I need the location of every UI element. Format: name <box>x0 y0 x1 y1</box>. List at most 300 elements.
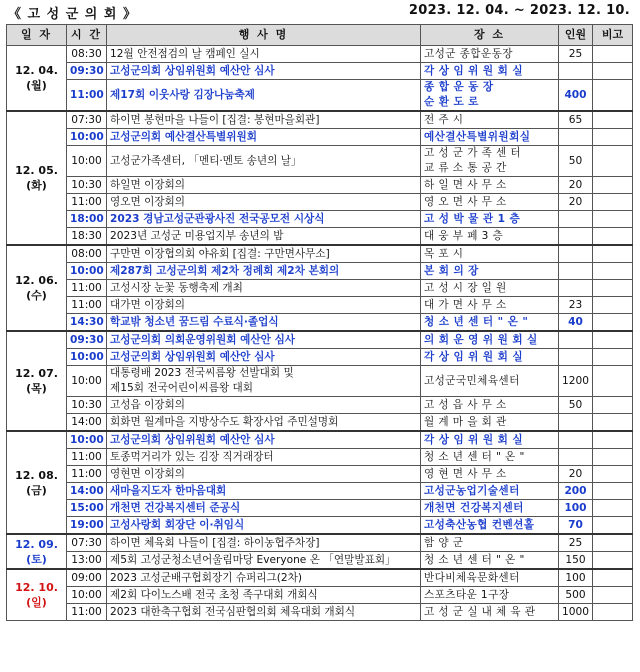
event-people-text: 200 <box>564 485 587 497</box>
schedule-row <box>7 349 633 366</box>
day-weekday: (목) <box>26 382 47 395</box>
schedule-row <box>7 397 633 414</box>
event-time <box>67 146 107 177</box>
schedule-row <box>7 80 633 112</box>
event-people-text: 50 <box>568 399 583 411</box>
event-title <box>107 552 421 570</box>
event-note <box>593 483 633 500</box>
event-place <box>421 280 559 297</box>
event-note <box>593 194 633 211</box>
event-time-text: 08:30 <box>71 48 102 60</box>
event-title <box>107 194 421 211</box>
schedule-row <box>7 46 633 63</box>
event-place <box>421 449 559 466</box>
event-place-text-2: 순 환 도 로 <box>424 96 479 108</box>
event-title-text: 12월 안전점검의 날 캠페인 실시 <box>110 48 260 60</box>
event-people <box>559 431 593 449</box>
event-people <box>559 297 593 314</box>
event-people-text: 23 <box>568 299 583 311</box>
col-people: 인원 <box>559 25 593 46</box>
event-time-text: 13:00 <box>71 554 102 566</box>
event-people <box>559 366 593 397</box>
event-place <box>421 297 559 314</box>
event-title <box>107 111 421 129</box>
schedule-row <box>7 146 633 177</box>
event-place <box>421 331 559 349</box>
event-place <box>421 177 559 194</box>
event-title <box>107 431 421 449</box>
event-note <box>593 604 633 621</box>
schedule-row <box>7 177 633 194</box>
event-title-text: 제287회 고성군의회 제2차 정례회 제2차 본회의 <box>110 265 340 277</box>
col-time: 시 간 <box>67 25 107 46</box>
event-people <box>559 63 593 80</box>
event-place <box>421 46 559 63</box>
event-time-text: 10:30 <box>71 179 102 191</box>
event-title-text: 영오면 이장회의 <box>110 196 186 208</box>
event-title <box>107 517 421 535</box>
schedule-body <box>7 46 633 621</box>
day-cell <box>7 534 67 569</box>
event-time <box>67 349 107 366</box>
event-note <box>593 500 633 517</box>
event-place-text: 고 성 박 물 관 1 층 <box>424 213 521 225</box>
day-date: 12. 07. <box>15 367 58 380</box>
event-place <box>421 63 559 80</box>
event-title <box>107 211 421 228</box>
event-title-text: 고성군의회 예산결산특별위원회 <box>110 131 257 143</box>
event-title <box>107 500 421 517</box>
day-date: 12. 04. <box>15 64 58 77</box>
event-people-text: 50 <box>568 155 583 167</box>
event-time <box>67 604 107 621</box>
event-place-text: 스포츠타운 1구장 <box>424 589 510 601</box>
event-title <box>107 228 421 246</box>
event-note <box>593 534 633 552</box>
event-place <box>421 414 559 432</box>
event-time-text: 10:00 <box>71 155 102 167</box>
schedule-row <box>7 129 633 146</box>
event-title-text: 대통령배 2023 전국씨름왕 선발대회 및 <box>110 367 294 379</box>
day-cell <box>7 46 67 112</box>
event-place <box>421 569 559 587</box>
event-people-text: 40 <box>568 316 583 328</box>
event-time-text: 15:00 <box>70 502 104 514</box>
event-note <box>593 397 633 414</box>
event-place <box>421 466 559 483</box>
col-date: 일 자 <box>7 25 67 46</box>
event-note <box>593 297 633 314</box>
event-time-text: 11:00 <box>71 468 102 480</box>
event-place-text: 고성군농업기술센터 <box>424 485 520 497</box>
event-title-text: 학교밖 청소년 꿈드림 수료식·졸업식 <box>110 316 279 328</box>
event-title-text: 2023년 고성군 미용업지부 송년의 밤 <box>110 230 284 242</box>
event-time <box>67 552 107 570</box>
event-title <box>107 587 421 604</box>
event-people <box>559 604 593 621</box>
event-place-text: 예산결산특별위원회실 <box>424 131 531 143</box>
event-people <box>559 500 593 517</box>
schedule-row <box>7 431 633 449</box>
event-place <box>421 245 559 263</box>
event-place-text: 각 상 임 위 원 회 실 <box>424 351 523 363</box>
event-place-text: 월 계 마 을 회 관 <box>424 416 507 428</box>
event-place-text: 청 소 년 센 터 " 온 " <box>424 451 525 463</box>
event-title <box>107 146 421 177</box>
event-time-text: 07:30 <box>71 537 102 549</box>
event-title-text: 고성군의회 상임위원회 예산안 심사 <box>110 434 275 446</box>
event-time <box>67 280 107 297</box>
event-place <box>421 194 559 211</box>
schedule-row <box>7 297 633 314</box>
event-place <box>421 314 559 332</box>
day-weekday: (수) <box>26 289 47 302</box>
event-place <box>421 517 559 535</box>
event-place-text: 고 성 군 실 내 체 육 관 <box>424 606 536 618</box>
event-people <box>559 517 593 535</box>
event-time <box>67 194 107 211</box>
event-place <box>421 349 559 366</box>
event-people <box>559 314 593 332</box>
event-time <box>67 177 107 194</box>
event-title <box>107 297 421 314</box>
event-title <box>107 483 421 500</box>
event-time <box>67 569 107 587</box>
event-time-text: 11:00 <box>71 282 102 294</box>
event-people-text: 1200 <box>562 375 589 387</box>
event-place-text: 개천면 건강복지센터 <box>424 502 524 514</box>
event-title-text: 2023 고성군배구협회장기 슈퍼리그(2차) <box>110 572 302 584</box>
event-people <box>559 587 593 604</box>
day-cell <box>7 111 67 245</box>
event-place <box>421 228 559 246</box>
event-time <box>67 80 107 112</box>
event-place-text: 영 현 면 사 무 소 <box>424 468 507 480</box>
event-time <box>67 297 107 314</box>
schedule-row <box>7 245 633 263</box>
event-title <box>107 46 421 63</box>
schedule-row <box>7 483 633 500</box>
schedule-row <box>7 517 633 535</box>
event-title-text: 제17회 이웃사랑 김장나눔축제 <box>110 89 255 101</box>
event-note <box>593 314 633 332</box>
event-people <box>559 111 593 129</box>
event-title-text: 제2회 다이노스배 전국 초청 족구대회 개회식 <box>110 589 318 601</box>
event-people <box>559 331 593 349</box>
schedule-row <box>7 111 633 129</box>
event-place-text: 영 오 면 사 무 소 <box>424 196 507 208</box>
event-people <box>559 414 593 432</box>
event-note <box>593 111 633 129</box>
event-place-text: 각 상 임 위 원 회 실 <box>424 434 523 446</box>
event-place-text: 고 성 시 장 일 원 <box>424 282 507 294</box>
event-time-text: 14:00 <box>71 416 102 428</box>
event-place-text: 고 성 읍 사 무 소 <box>424 399 507 411</box>
event-people-text: 20 <box>568 468 583 480</box>
event-title <box>107 314 421 332</box>
event-people <box>559 552 593 570</box>
event-title <box>107 569 421 587</box>
event-people-text: 20 <box>568 196 583 208</box>
day-weekday: (일) <box>26 596 47 609</box>
event-title-text: 고성군의회 상임위원회 예산안 심사 <box>110 351 275 363</box>
event-place <box>421 483 559 500</box>
event-time <box>67 331 107 349</box>
event-title-text: 고성군의회 의회운영위원회 예산안 심사 <box>110 334 296 346</box>
event-title <box>107 63 421 80</box>
schedule-row <box>7 552 633 570</box>
event-time-text: 09:00 <box>71 572 102 584</box>
day-cell <box>7 331 67 431</box>
event-place-text: 목 포 시 <box>424 248 464 260</box>
event-note <box>593 63 633 80</box>
schedule-row <box>7 569 633 587</box>
event-title-text: 구만면 이장협의회 야유회 [집결: 구만면사무소] <box>110 248 330 260</box>
event-time-text: 10:00 <box>70 351 104 363</box>
event-place-text: 본 회 의 장 <box>424 265 479 277</box>
event-time-text: 10:00 <box>71 589 102 601</box>
event-title <box>107 177 421 194</box>
event-place-text: 의 회 운 영 위 원 회 실 <box>424 334 538 346</box>
event-people <box>559 194 593 211</box>
event-place-text: 하 일 면 사 무 소 <box>424 179 507 191</box>
event-place-text: 고 성 군 가 족 센 터 <box>424 147 522 159</box>
schedule-row <box>7 280 633 297</box>
event-place <box>421 534 559 552</box>
org-title: 《 고 성 군 의 회 》 <box>8 7 137 22</box>
event-place-text: 종 합 운 동 장 <box>424 81 494 93</box>
event-note <box>593 366 633 397</box>
event-time-text: 14:00 <box>70 485 104 497</box>
event-place <box>421 211 559 228</box>
schedule-row <box>7 466 633 483</box>
event-title-text: 개천면 건강복지센터 준공식 <box>110 502 241 514</box>
schedule-row <box>7 449 633 466</box>
event-title <box>107 534 421 552</box>
event-title <box>107 466 421 483</box>
event-place <box>421 80 559 112</box>
event-note <box>593 431 633 449</box>
event-place-text: 청 소 년 센 터 " 온 " <box>424 316 529 328</box>
day-date: 12. 05. <box>15 164 58 177</box>
col-place: 장 소 <box>421 25 559 46</box>
event-note <box>593 466 633 483</box>
schedule-row <box>7 534 633 552</box>
event-place-text: 고성군국민체육센터 <box>424 375 520 387</box>
event-people-text: 400 <box>564 89 587 101</box>
event-time <box>67 46 107 63</box>
event-note <box>593 146 633 177</box>
event-people-text: 150 <box>565 554 586 566</box>
event-time-text: 11:00 <box>71 451 102 463</box>
event-place-text: 고성축산농협 컨벤션홀 <box>424 519 535 531</box>
event-note <box>593 331 633 349</box>
event-title <box>107 366 421 397</box>
event-title <box>107 349 421 366</box>
schedule-row <box>7 331 633 349</box>
col-event: 행 사 명 <box>107 25 421 46</box>
event-time <box>67 431 107 449</box>
event-people-text: 20 <box>568 179 583 191</box>
event-title <box>107 414 421 432</box>
event-people <box>559 349 593 366</box>
event-people-text: 1000 <box>562 606 589 618</box>
event-people <box>559 280 593 297</box>
schedule-row <box>7 263 633 280</box>
event-title-text-2: 제15회 전국어린이씨름왕 대회 <box>110 382 254 394</box>
event-time <box>67 449 107 466</box>
day-weekday: (화) <box>26 179 47 192</box>
day-weekday: (금) <box>26 483 47 497</box>
event-people <box>559 245 593 263</box>
event-time-text: 11:00 <box>71 299 102 311</box>
schedule-row <box>7 500 633 517</box>
event-note <box>593 211 633 228</box>
event-title-text: 2023 대한축구협회 전국심판협의회 체육대회 개회식 <box>110 606 356 618</box>
event-title-text: 영현면 이장회의 <box>110 468 186 480</box>
event-place <box>421 111 559 129</box>
event-note <box>593 280 633 297</box>
page-header <box>0 0 640 24</box>
event-time-text: 14:30 <box>70 316 104 328</box>
event-place <box>421 552 559 570</box>
event-time-text: 10:00 <box>70 265 104 277</box>
event-note <box>593 414 633 432</box>
event-time <box>67 366 107 397</box>
col-note: 비고 <box>593 25 633 46</box>
event-people <box>559 46 593 63</box>
event-time-text: 08:00 <box>71 248 102 260</box>
event-place-text: 고성군 종합운동장 <box>424 48 513 60</box>
event-title-text: 새마을지도자 한마음대회 <box>110 485 227 497</box>
event-place <box>421 397 559 414</box>
event-note <box>593 46 633 63</box>
event-title-text: 고성시장 눈꽃 동행축제 개최 <box>110 282 243 294</box>
schedule-row <box>7 414 633 432</box>
event-people <box>559 534 593 552</box>
event-people <box>559 449 593 466</box>
event-note <box>593 569 633 587</box>
event-title <box>107 129 421 146</box>
event-title-text: 고성군의회 상임위원회 예산안 심사 <box>110 65 275 77</box>
schedule-table <box>6 24 633 621</box>
event-place-text: 전 주 시 <box>424 114 464 126</box>
schedule-row <box>7 228 633 246</box>
event-place-text: 대 웅 부 페 3 층 <box>424 230 504 242</box>
schedule-row <box>7 194 633 211</box>
day-weekday: (월) <box>26 79 47 92</box>
event-people <box>559 397 593 414</box>
event-note <box>593 228 633 246</box>
event-time <box>67 63 107 80</box>
event-time <box>67 245 107 263</box>
event-place <box>421 146 559 177</box>
day-weekday: (토) <box>26 552 47 566</box>
event-time-text: 10:00 <box>70 131 104 143</box>
event-time-text: 11:00 <box>70 89 104 101</box>
event-note <box>593 587 633 604</box>
event-time-text: 09:30 <box>70 334 104 346</box>
event-title <box>107 449 421 466</box>
day-cell <box>7 431 67 534</box>
date-range: 2023. 12. 04. ~ 2023. 12. 10. <box>408 3 630 18</box>
event-title-text: 2023 경남고성군관광사진 전국공모전 시상식 <box>110 213 325 225</box>
event-note <box>593 349 633 366</box>
event-time <box>67 111 107 129</box>
event-time-text: 10:00 <box>70 434 104 446</box>
event-time <box>67 483 107 500</box>
event-time <box>67 414 107 432</box>
event-time <box>67 517 107 535</box>
event-note <box>593 245 633 263</box>
event-title-text: 하일면 이장회의 <box>110 179 186 191</box>
event-time <box>67 129 107 146</box>
day-date: 12. 08. <box>15 468 58 482</box>
event-title <box>107 245 421 263</box>
event-note <box>593 80 633 112</box>
event-time <box>67 500 107 517</box>
event-people-text: 100 <box>565 572 586 584</box>
event-time-text: 19:00 <box>70 519 104 531</box>
event-title-text: 고성읍 이장회의 <box>110 399 186 411</box>
event-place <box>421 604 559 621</box>
event-title-text: 고성사랑회 회장단 이·취임식 <box>110 519 245 531</box>
event-place-text: 대 가 면 사 무 소 <box>424 299 507 311</box>
event-people <box>559 146 593 177</box>
event-place-text: 반다비체육문화센터 <box>424 572 520 584</box>
schedule-row <box>7 587 633 604</box>
event-people <box>559 129 593 146</box>
event-people-text: 25 <box>568 537 583 549</box>
event-time-text: 09:30 <box>70 65 104 77</box>
event-time-text: 18:30 <box>71 230 102 242</box>
schedule-row <box>7 604 633 621</box>
event-title-text: 회화면 월계마을 지방상수도 확장사업 주민설명회 <box>110 416 339 428</box>
event-time-text: 18:00 <box>70 213 104 225</box>
event-note <box>593 177 633 194</box>
event-time <box>67 263 107 280</box>
event-people-text: 100 <box>564 502 587 514</box>
event-time-text: 11:00 <box>71 606 102 618</box>
event-title <box>107 604 421 621</box>
event-people <box>559 211 593 228</box>
event-time-text: 11:00 <box>71 196 102 208</box>
event-time-text: 10:00 <box>71 375 102 387</box>
event-people <box>559 263 593 280</box>
event-title-text: 제5회 고성군청소년어울림마당 Everyone 온 「연말발표회」 <box>110 554 396 566</box>
event-people <box>559 80 593 112</box>
event-time <box>67 314 107 332</box>
event-people <box>559 228 593 246</box>
event-title-text: 하이면 체육회 나들이 [집결: 하이농협주차장] <box>110 537 320 549</box>
event-title <box>107 263 421 280</box>
event-note <box>593 129 633 146</box>
event-place <box>421 263 559 280</box>
event-title-text: 고성군가족센터, 「멘티·멘토 송년의 날」 <box>110 155 302 167</box>
event-title-text: 토종먹거리가 있는 김장 직거래장터 <box>110 451 274 463</box>
day-date: 12. 09. <box>15 537 58 551</box>
day-cell <box>7 569 67 621</box>
event-note <box>593 263 633 280</box>
table-header-row <box>7 25 633 46</box>
event-title-text: 하이면 봉현마을 나들이 [집결: 봉현마을회관] <box>110 114 320 126</box>
event-title <box>107 280 421 297</box>
event-place-text: 각 상 임 위 원 회 실 <box>424 65 523 77</box>
event-people <box>559 177 593 194</box>
event-place-text: 함 양 군 <box>424 537 464 549</box>
event-note <box>593 449 633 466</box>
event-title-text: 대가면 이장회의 <box>110 299 186 311</box>
